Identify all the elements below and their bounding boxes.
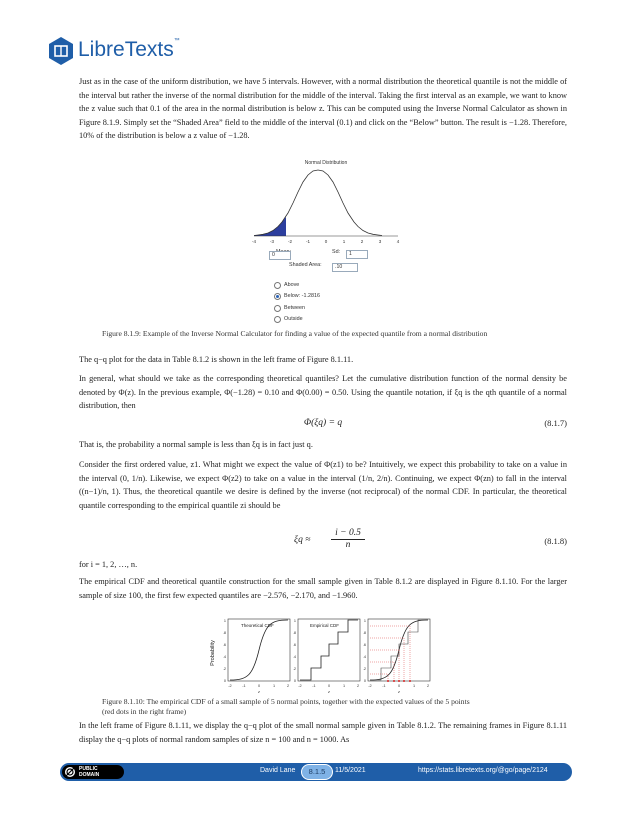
red-dot xyxy=(398,680,400,682)
svg-text:z: z xyxy=(328,690,330,694)
svg-text:.6: .6 xyxy=(362,643,366,647)
equation-number: (8.1.7) xyxy=(544,418,567,428)
svg-text:z: z xyxy=(398,690,400,694)
panel-label: Empirical CDF xyxy=(310,623,340,628)
svg-text:0: 0 xyxy=(257,684,261,688)
below-radio[interactable] xyxy=(274,293,281,300)
paragraph-qq-frames: In the left frame of Figure 8.1.11, we display the q−q plot of the small normal sample given in Table 8.1.2. The remaining frames in Figure 8.1.11 display the q−q plots of normal random samples of size n = 100 and n = 1000. As xyxy=(79,721,567,744)
svg-text:0: 0 xyxy=(397,684,401,688)
figure-inverse-normal-calculator xyxy=(248,156,404,326)
svg-text:.4: .4 xyxy=(362,655,366,659)
equation-expression: Φ(ξq) = q xyxy=(303,418,343,428)
above-label: Above xyxy=(284,282,300,288)
footer-author: David Lane xyxy=(260,767,296,774)
svg-text:-1: -1 xyxy=(242,684,246,688)
panel-label: Theoretical CDF xyxy=(241,623,274,628)
tick-label: -4 xyxy=(251,239,257,244)
svg-text:.2: .2 xyxy=(292,667,296,671)
site-logo-text[interactable]: LibreTexts™ xyxy=(78,38,180,61)
tick-label: 3 xyxy=(378,239,382,244)
svg-text:1: 1 xyxy=(272,684,276,688)
equation-number: (8.1.8) xyxy=(544,536,567,546)
svg-text:.4: .4 xyxy=(292,655,296,659)
svg-text:.8: .8 xyxy=(362,631,366,635)
public-domain-badge[interactable] xyxy=(62,765,124,779)
equation-8-1-7 xyxy=(79,418,567,434)
svg-text:-1: -1 xyxy=(382,684,386,688)
svg-text:0: 0 xyxy=(363,679,366,683)
svg-text:.8: .8 xyxy=(222,631,226,635)
paragraph-index-range: for i = 1, 2, …, n. xyxy=(79,560,138,569)
footer xyxy=(60,763,572,781)
svg-text:.4: .4 xyxy=(222,655,226,659)
page-number-badge: 8.1.5 xyxy=(301,764,333,780)
tick-label: 2 xyxy=(360,239,364,244)
between-label: Between xyxy=(284,305,305,311)
svg-text:2: 2 xyxy=(286,684,290,688)
equation-denominator: n xyxy=(345,540,351,550)
red-dot xyxy=(403,680,405,682)
paragraph-theoretical-quantiles: In general, what should we take as the corresponding theoretical quantiles? Let the cumulative distribution function of the normal density be denoted by Φ(z). In the previous example, Φ(−1.28) = 0.10 and Φ(0.00) = 0.50. Using the quantile notation, if ξq is the qth quantile of a normal distribution, then xyxy=(79,374,567,411)
red-dot xyxy=(393,680,395,682)
svg-text:1: 1 xyxy=(363,619,366,623)
svg-text:2: 2 xyxy=(356,684,360,688)
below-label: Below: -1.2816 xyxy=(284,293,320,299)
svg-text:-1: -1 xyxy=(312,684,316,688)
svg-text:-2: -2 xyxy=(298,684,302,688)
tick-label: 1 xyxy=(342,239,346,244)
svg-text:-2: -2 xyxy=(228,684,232,688)
svg-text:z: z xyxy=(258,690,260,694)
paragraph-qq-plot: The q−q plot for the data in Table 8.1.2 is shown in the left frame of Figure 8.1.11. xyxy=(79,355,354,364)
paragraph-empirical-cdf: The empirical CDF and theoretical quantile construction for the small sample given in Table 8.1.2 are displayed in Figure 8.1.10. For the larger sample of size 100, the first few expected quantiles are −2.576, −2.170, and −1.960. xyxy=(79,577,567,600)
license-line1: PUBLIC xyxy=(79,766,98,772)
figure-empirical-cdf xyxy=(208,613,458,695)
svg-text:1: 1 xyxy=(412,684,416,688)
normal-distribution-plot xyxy=(248,156,404,251)
svg-text:.8: .8 xyxy=(292,631,296,635)
outside-label: Outside xyxy=(284,316,303,322)
equation-numerator: i − 0.5 xyxy=(331,528,365,540)
libretexts-logo-icon xyxy=(48,36,74,66)
svg-text:0: 0 xyxy=(293,679,296,683)
svg-text:1: 1 xyxy=(342,684,346,688)
above-radio[interactable] xyxy=(274,282,281,289)
svg-text:-2: -2 xyxy=(368,684,372,688)
paragraph-intro: Just as in the case of the uniform distribution, we have 5 intervals. However, with a normal distribution the theoretical quantile is not the middle of the interval but rather the inverse of the normal distribution for the middle of the interval. Taking the first interval as an example, we want to know the z value such that 0.1 of the area in the normal distribution is below z. This can be computed using the Inverse Normal Calculator as shown in Figure 8.1.9. Simply set the “Shaded Area” field to the middle of the interval (0.1) and click on the “Below” button. The result is −1.28. Therefore, 10% of the distribution is below a z value of −1.28. xyxy=(79,77,567,141)
equation-lhs: ξq ≈ xyxy=(294,535,311,545)
svg-text:.2: .2 xyxy=(222,667,226,671)
svg-text:.6: .6 xyxy=(222,643,226,647)
figure1-caption: Figure 8.1.9: Example of the Inverse Normal Calculator for finding a value of the expected quantile from a normal distribution xyxy=(102,329,488,338)
public-domain-icon xyxy=(64,766,76,778)
svg-text:1: 1 xyxy=(223,619,226,623)
tick-label: -1 xyxy=(305,239,311,244)
svg-text:.6: .6 xyxy=(292,643,296,647)
paragraph-probability: That is, the probability a normal sample is less than ξq is in fact just q. xyxy=(79,440,313,449)
sd-input[interactable]: 1 xyxy=(346,250,368,259)
cdf-panels xyxy=(208,613,458,695)
empirical-cdf-panel xyxy=(298,619,360,681)
theoretical-cdf-panel xyxy=(228,619,290,681)
svg-text:.2: .2 xyxy=(362,667,366,671)
svg-text:0: 0 xyxy=(223,679,226,683)
paragraph-ordered-value: Consider the first ordered value, z1. What might we expect the value of Φ(z1) to be? Intuitively, we expect this probability to take on a value in the interval (0, 1/n). Likewise, we expect Φ(z2) to take on a value in the interval (1/n, 2/n). Continuing, we expect Φ(zn) to fall in the interval ((n−1)/n, 1). Thus, the theoretical quantile we desire is defined by the inverse (not reciprocal) of the normal CDF. In particular, the theoretical quantile corresponding to the empirical quantile zi should be xyxy=(79,460,567,510)
red-dot xyxy=(387,680,389,682)
tick-label: -3 xyxy=(269,239,275,244)
footer-date: 11/5/2021 xyxy=(335,767,366,774)
figure2-caption: Figure 8.1.10: The empirical CDF of a small sample of 5 normal points, together with the expected values of the 5 points (red dots in the right frame) xyxy=(102,697,470,717)
sd-label: Sd: xyxy=(332,249,341,255)
tick-label: 0 xyxy=(324,239,328,244)
outside-radio[interactable] xyxy=(274,316,281,323)
x-axis-ticks xyxy=(252,239,400,244)
tick-label: 4 xyxy=(396,239,400,244)
svg-text:1: 1 xyxy=(293,619,296,623)
shaded-area-input[interactable]: .10 xyxy=(332,263,358,272)
plot-title: Normal Distribution xyxy=(304,160,348,166)
svg-text:0: 0 xyxy=(327,684,331,688)
y-axis-label: Probability xyxy=(210,640,216,666)
mean-input[interactable]: 0 xyxy=(269,251,291,260)
equation-8-1-8 xyxy=(79,528,567,554)
red-dot xyxy=(409,680,411,682)
shaded-region xyxy=(254,217,286,236)
expected-quantiles-panel xyxy=(368,619,430,682)
footer-url-link[interactable]: https://stats.libretexts.org/@go/page/2124 xyxy=(418,767,548,774)
tick-label: -2 xyxy=(287,239,293,244)
between-radio[interactable] xyxy=(274,305,281,312)
x-tick-labels xyxy=(228,684,429,694)
svg-text:2: 2 xyxy=(426,684,430,688)
normal-curve xyxy=(254,170,382,236)
shaded-area-label: Shaded Area: xyxy=(289,262,322,268)
license-line2: DOMAIN xyxy=(79,772,100,778)
